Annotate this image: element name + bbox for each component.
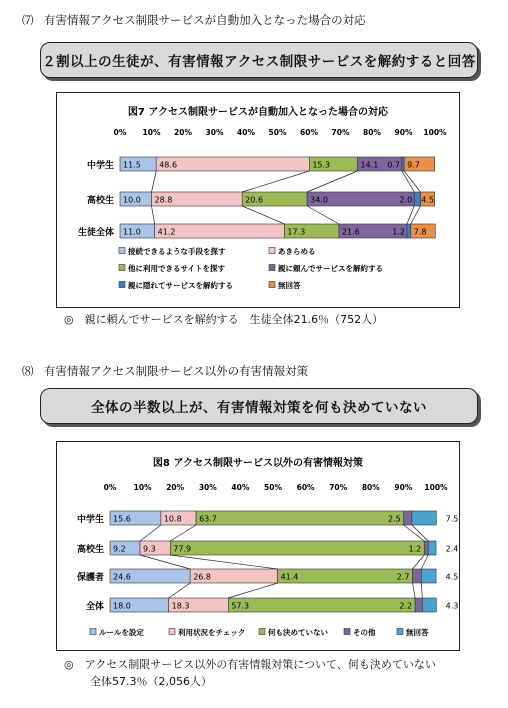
- bar-segment: [228, 598, 415, 612]
- category-label: 生徒全体: [77, 228, 114, 238]
- figure7-chart: [57, 93, 459, 307]
- data-label: 18.3: [171, 601, 190, 611]
- data-label: 7.8: [413, 227, 427, 237]
- connector-line: [170, 525, 196, 541]
- connector-line: [228, 583, 277, 598]
- x-tick-label: 30%: [205, 128, 224, 137]
- data-label: 57.3: [231, 601, 250, 611]
- data-label: 10.8: [163, 514, 182, 524]
- figure8-box: [56, 441, 460, 651]
- data-label: 1.2: [408, 544, 422, 554]
- connector-line: [169, 583, 191, 598]
- bar-segment: [156, 157, 309, 171]
- section8-note-mark: ◎: [64, 658, 74, 671]
- data-label: 18.0: [113, 601, 131, 611]
- category-label: 全体: [85, 602, 104, 612]
- legend-swatch: [269, 265, 275, 271]
- bar-segment: [428, 541, 436, 555]
- data-label: 2.2: [399, 601, 413, 611]
- data-label: 2.5: [387, 514, 401, 524]
- x-tick-label: 70%: [331, 128, 350, 137]
- category-label: 高校生: [86, 196, 114, 206]
- legend-swatch: [119, 248, 125, 254]
- data-label: 1.2: [392, 227, 405, 237]
- bar-segment: [415, 598, 422, 612]
- category-label: 保護者: [76, 573, 104, 583]
- data-label: 10.0: [123, 195, 141, 205]
- connector-line: [242, 206, 284, 224]
- data-label: 4.3: [445, 601, 459, 611]
- category-label: 中学生: [86, 161, 114, 171]
- data-label: 41.2: [157, 227, 176, 237]
- x-tick-label: 50%: [264, 483, 282, 492]
- section8-note: [64, 656, 436, 690]
- legend-swatch: [169, 629, 175, 635]
- x-tick-label: 0%: [103, 483, 117, 492]
- bar-segment: [422, 598, 436, 612]
- legend-label: 無回答: [278, 281, 301, 290]
- bar-segment: [424, 541, 428, 555]
- data-label: 11.0: [123, 227, 141, 237]
- bar-segment: [412, 511, 436, 525]
- x-tick-label: 90%: [394, 128, 413, 137]
- data-label: 0.7: [387, 160, 400, 170]
- legend-swatch: [119, 282, 125, 288]
- figure8-chart: [57, 442, 459, 650]
- data-label: 24.6: [113, 572, 131, 582]
- data-label: 2.7: [396, 572, 410, 582]
- section8-note-line1: アクセス制限サービス以外の有害情報対策について、何も決めていない: [84, 658, 436, 671]
- data-label: 21.6: [341, 227, 360, 237]
- legend-label: 接続できるような手段を探す: [128, 247, 226, 256]
- bar-segment: [407, 224, 411, 238]
- legend-label: 利用状況をチェック: [178, 628, 246, 637]
- bar-segment: [421, 569, 436, 583]
- bar-segment: [414, 192, 420, 206]
- legend-swatch: [119, 265, 125, 271]
- legend-label: ルールを設定: [99, 628, 144, 637]
- figure7-box: [56, 92, 460, 308]
- x-tick-label: 80%: [363, 128, 381, 137]
- bar-segment: [413, 569, 422, 583]
- data-label: 9.2: [113, 544, 126, 554]
- connector-line: [140, 525, 161, 541]
- legend-label: 何も決めていない: [268, 628, 328, 637]
- connector-line: [413, 583, 416, 598]
- x-tick-label: 20%: [166, 483, 185, 492]
- data-label: 26.8: [193, 572, 212, 582]
- x-tick-label: 40%: [237, 128, 255, 137]
- data-label: 15.3: [312, 160, 331, 170]
- data-label: 9.7: [407, 160, 420, 170]
- data-label: 48.6: [159, 160, 178, 170]
- legend-swatch: [259, 629, 265, 635]
- legend-swatch: [397, 629, 403, 635]
- section7-note-mark: ◎: [64, 313, 74, 326]
- chart-title: 図8 アクセス制限サービス以外の有害情報対策: [152, 458, 364, 469]
- chart-1-group: [76, 456, 458, 637]
- x-tick-label: 20%: [174, 128, 192, 137]
- data-label: 34.0: [310, 195, 328, 205]
- data-label: 77.9: [173, 544, 192, 554]
- chart-0-group: [78, 105, 447, 290]
- data-label: 15.6: [113, 514, 131, 524]
- connector-line: [152, 206, 155, 224]
- data-label: 11.5: [123, 160, 141, 170]
- x-tick-label: 0%: [113, 128, 127, 137]
- data-label: 2.4: [445, 544, 459, 554]
- section7-heading-text: 有害情報アクセス制限サービスが自動加入となった場合の対応: [44, 13, 366, 27]
- x-tick-label: 60%: [300, 128, 318, 137]
- legend-label: 親に隠れてサービスを解約する: [128, 281, 233, 290]
- connector-line: [421, 583, 422, 598]
- legend-label: 親に頼んでサービスを解約する: [278, 264, 383, 273]
- bar-segment: [404, 511, 412, 525]
- x-tick-label: 90%: [394, 483, 413, 492]
- category-label: 高校生: [76, 545, 104, 555]
- legend-label: 無回答: [406, 628, 429, 637]
- connector-line: [152, 171, 157, 192]
- legend-swatch: [269, 282, 275, 288]
- chart-title: 図7 アクセス制限サービスが自動加入となった場合の対応: [127, 107, 389, 118]
- legend-label: あきらめる: [278, 247, 316, 256]
- x-tick-label: 10%: [133, 483, 152, 492]
- category-label: 中学生: [76, 515, 104, 525]
- data-label: 9.3: [142, 544, 156, 554]
- connector-line: [407, 206, 414, 224]
- x-tick-label: 10%: [142, 128, 161, 137]
- data-label: 14.1: [360, 160, 379, 170]
- x-tick-label: 60%: [296, 483, 315, 492]
- bar-segment: [196, 511, 404, 525]
- legend-swatch: [90, 629, 96, 635]
- data-label: 28.8: [154, 195, 173, 205]
- bar-segment: [170, 541, 424, 555]
- legend-swatch: [269, 248, 275, 254]
- connector-line: [307, 206, 339, 224]
- x-tick-label: 100%: [424, 483, 448, 492]
- data-label: 63.7: [199, 514, 217, 524]
- data-label: 17.3: [287, 227, 306, 237]
- section7-number: ⑺: [22, 13, 34, 27]
- section8-callout: 全体の半数以上が、有害情報対策を何も決めていない: [40, 388, 478, 424]
- x-tick-label: 40%: [231, 483, 250, 492]
- legend-label: 他に利用できるサイトを探す: [128, 264, 225, 273]
- x-tick-label: 50%: [268, 128, 287, 137]
- x-tick-label: 100%: [423, 128, 447, 137]
- legend-swatch: [344, 629, 350, 635]
- section7-note: [64, 311, 383, 328]
- data-label: 20.6: [245, 195, 264, 205]
- connector-line: [411, 206, 421, 224]
- legend-label: その他: [353, 628, 376, 637]
- data-label: 2.0: [399, 195, 413, 205]
- connector-line: [170, 555, 277, 569]
- connector-line: [242, 171, 309, 192]
- x-tick-label: 30%: [198, 483, 217, 492]
- section7-note-text: 親に頼んでサービスを解約する 生徒全体21.6％（752人）: [84, 313, 384, 326]
- bar-segment: [402, 157, 404, 171]
- section7-callout: ２割以上の生徒が、有害情報アクセス制限サービスを解約すると回答: [40, 42, 478, 78]
- section8-number: ⑻: [22, 364, 34, 378]
- data-label: 4.5: [445, 572, 459, 582]
- connector-line: [140, 555, 190, 569]
- connector-line: [307, 171, 357, 192]
- x-tick-label: 80%: [361, 483, 380, 492]
- x-tick-label: 70%: [329, 483, 348, 492]
- section7-heading: [22, 12, 366, 28]
- section8-note-line2: 全体57.3％（2,056人）: [90, 675, 212, 688]
- section8-heading: [22, 363, 308, 379]
- data-label: 7.5: [445, 514, 459, 524]
- data-label: 4.5: [421, 195, 434, 205]
- data-label: 41.4: [280, 572, 299, 582]
- section8-heading-text: 有害情報アクセス制限サービス以外の有害情報対策: [44, 364, 309, 378]
